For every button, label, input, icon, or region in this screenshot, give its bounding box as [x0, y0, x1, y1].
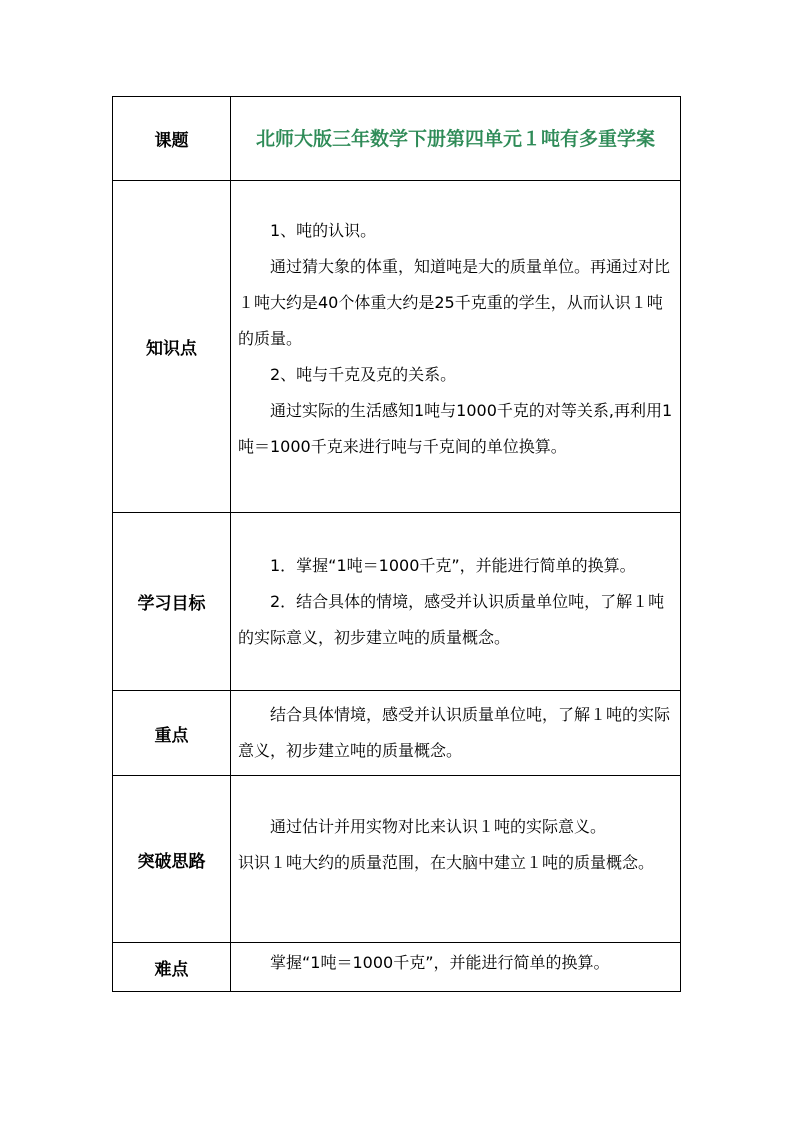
- knowledge-paragraph: 2、吨与千克及克的关系。: [270, 364, 457, 384]
- title-row: [113, 97, 681, 181]
- approach-paragraph: 通过估计并用实物对比来认识１吨的实际意义。: [270, 817, 607, 836]
- knowledge-paragraph: 通过实际的生活感知1吨与1000千克的对等关系,再利用1吨＝1000千克来进行吨与千克间的单位换算。: [238, 400, 673, 456]
- approach-row: [113, 776, 681, 943]
- difficulty-row: [113, 943, 681, 992]
- difficulty-text: 掌握“1吨＝1000千克”，并能进行简单的换算。: [270, 953, 610, 972]
- knowledge-label: 知识点: [113, 181, 231, 513]
- approach-label: 突破思路: [113, 776, 231, 943]
- key-point-text: 结合具体情境，感受并认识质量单位吨，了解１吨的实际意义，初步建立吨的质量概念。: [238, 705, 671, 760]
- goal-item: 2．结合具体的情境，感受并认识质量单位吨，了解１吨的实际意义，初步建立吨的质量概念。: [238, 591, 665, 647]
- title-label: 课题: [113, 97, 231, 181]
- approach-paragraph: 识识１吨大约的质量范围，在大脑中建立１吨的质量概念。: [238, 853, 655, 872]
- knowledge-row: [113, 181, 681, 513]
- difficulty-label: 难点: [113, 943, 231, 992]
- goals-row: [113, 513, 681, 691]
- lesson-title: 北师大版三年数学下册第四单元１吨有多重学案: [231, 97, 681, 181]
- key-point-label: 重点: [113, 691, 231, 776]
- key-point-content: [231, 691, 681, 776]
- lesson-plan-table: [112, 96, 681, 992]
- goals-label: 学习目标: [113, 513, 231, 691]
- goals-content: [231, 513, 681, 691]
- knowledge-content: [231, 181, 681, 513]
- knowledge-paragraph: 通过猜大象的体重，知道吨是大的质量单位。再通过对比１吨大约是40个体重大约是25千克重的学生，从而认识１吨的质量。: [238, 256, 671, 348]
- difficulty-content: [231, 943, 681, 992]
- approach-content: [231, 776, 681, 943]
- key-point-row: [113, 691, 681, 776]
- knowledge-paragraph: 1、吨的认识。: [270, 220, 377, 240]
- goal-item: 1．掌握“1吨＝1000千克”，并能进行简单的换算。: [270, 555, 636, 575]
